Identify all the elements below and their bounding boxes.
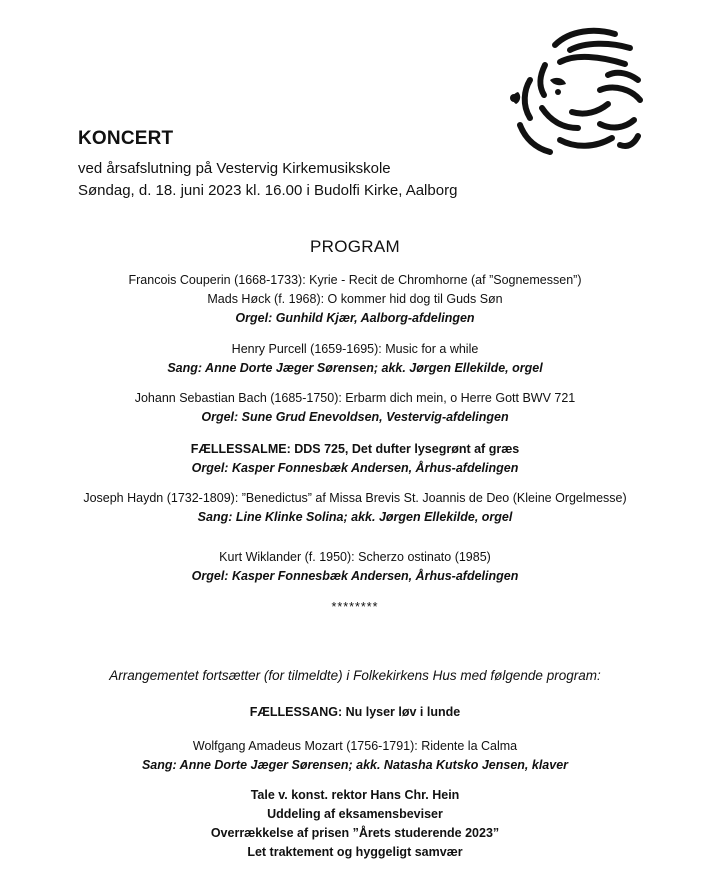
closing-item: Tale v. konst. rektor Hans Chr. Hein [250, 788, 460, 802]
program-item [0, 548, 710, 586]
program-item [0, 271, 710, 328]
program-heading: PROGRAM [310, 237, 400, 256]
program-item [0, 340, 710, 378]
program-piece: Joseph Haydn (1732-1809): ”Benedictus” af Missa Brevis St. Joannis de Deo (Kleine Orgelmesse) [83, 491, 627, 505]
program-performer: Sang: Anne Dorte Jæger Sørensen; akk. Jørgen Ellekilde, orgel [167, 361, 543, 375]
concert-title: KONCERT [78, 128, 174, 149]
concert-occasion: ved årsafslutning på Vestervig Kirkemusikskole [78, 160, 391, 177]
closing-item: Uddeling af eksamensbeviser [267, 807, 443, 821]
closing-list [0, 786, 710, 862]
program-performer: Orgel: Gunhild Kjær, Aalborg-afdelingen [235, 311, 475, 325]
program-performer: Sang: Line Klinke Solina; akk. Jørgen Ellekilde, orgel [197, 510, 513, 524]
program-piece: Henry Purcell (1659-1695): Music for a while [231, 342, 479, 356]
program-performer: Sang: Anne Dorte Jæger Sørensen; akk. Natasha Kutsko Jensen, klaver [141, 758, 569, 772]
program-performer: Orgel: Kasper Fonnesbæk Andersen, Århus-afdelingen [191, 461, 519, 475]
after-program-song: FÆLLESSANG: Nu lyser løv i lunde [249, 705, 461, 719]
program-piece: Wolfgang Amadeus Mozart (1756-1791): Ridente la Calma [192, 739, 518, 753]
concert-header [78, 128, 457, 202]
section-separator: ******** [331, 600, 379, 614]
program-item [0, 489, 710, 527]
program-piece: Kurt Wiklander (f. 1950): Scherzo ostinato (1985) [219, 550, 491, 564]
after-program-intro: Arrangementet fortsætter (for tilmeldte) i Folkekirkens Hus med følgende program: [109, 668, 601, 683]
program-hymn: FÆLLESSALME: DDS 725, Det dufter lysegrønt af græs [190, 442, 520, 456]
bird-ink-drawing-icon [500, 20, 650, 170]
program-performer: Orgel: Sune Grud Enevoldsen, Vestervig-afdelingen [201, 410, 509, 424]
closing-item: Overrækkelse af prisen ”Årets studerende 2023” [210, 826, 500, 840]
program-piece: Mads Høck (f. 1968): O kommer hid dog til Guds Søn [207, 292, 503, 306]
program-performer: Orgel: Kasper Fonnesbæk Andersen, Århus-afdelingen [191, 569, 519, 583]
concert-date-venue: Søndag, d. 18. juni 2023 kl. 16.00 i Budolfi Kirke, Aalborg [78, 182, 458, 199]
program-item-hymn [0, 440, 710, 478]
program-piece: Johann Sebastian Bach (1685-1750): Erbarm dich mein, o Herre Gott BWV 721 [134, 391, 576, 405]
after-program-item [0, 737, 710, 775]
program-item [0, 389, 710, 427]
program-piece: Francois Couperin (1668-1733): Kyrie - Recit de Chromhorne (af ”Sognemessen”) [128, 273, 582, 287]
closing-item: Let traktement og hyggeligt samvær [247, 845, 463, 859]
